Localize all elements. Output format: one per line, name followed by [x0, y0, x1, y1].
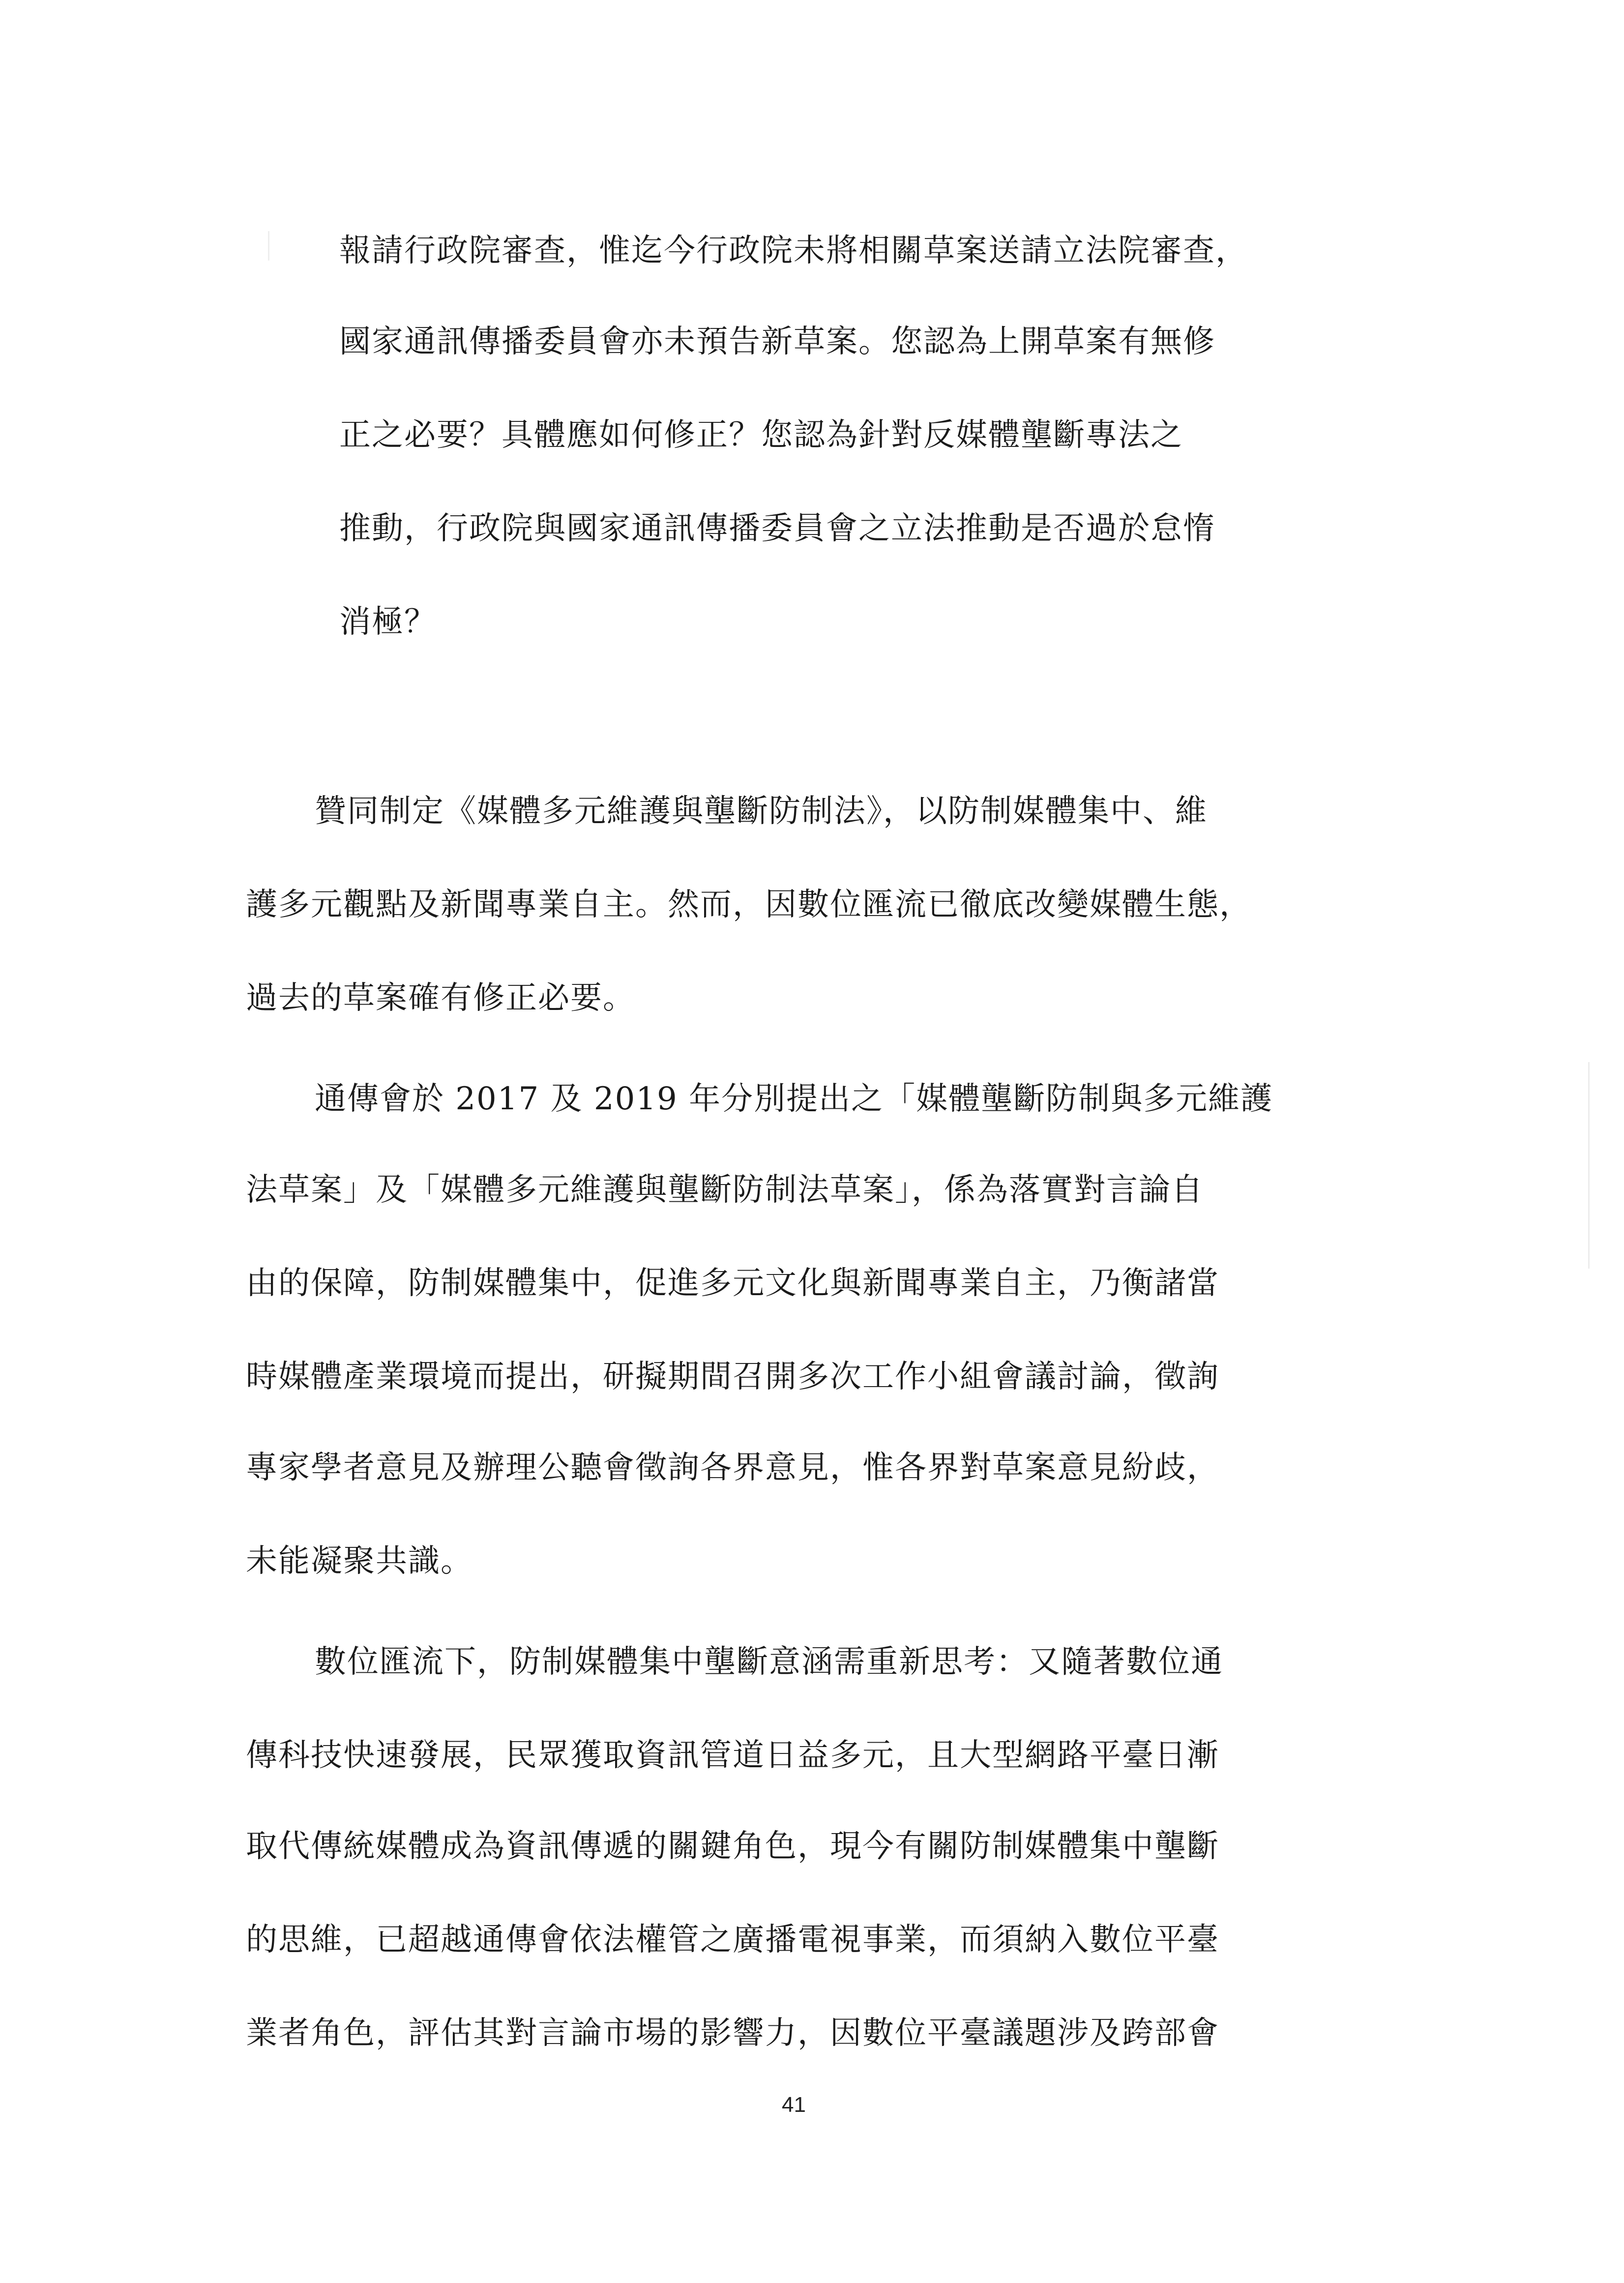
paragraph-line: 的思維，已超越通傳會依法權管之廣播電視事業，而須納入數位平臺 [246, 1922, 1219, 1958]
paragraph-line: 過去的草案確有修正必要。 [246, 980, 635, 1016]
paragraph-line: 時媒體產業環境而提出，研擬期間召開多次工作小組會議討論，徵詢 [246, 1359, 1219, 1395]
scan-artifact [1588, 1062, 1590, 1269]
paragraph-line: 未能凝聚共識。 [246, 1543, 473, 1579]
question-line: 國家通訊傳播委員會亦未預告新草案。您認為上開草案有無修 [339, 324, 1215, 360]
scan-artifact [268, 231, 269, 261]
paragraph-line: 贊同制定《媒體多元維護與壟斷防制法》，以防制媒體集中、維 [315, 793, 1208, 830]
paragraph-line: 法草案」及「媒體多元維護與壟斷防制法草案」，係為落實對言論自 [246, 1172, 1204, 1208]
question-line: 消極？ [339, 604, 437, 640]
paragraph-line: 護多元觀點及新聞專業自主。然而，因數位匯流已徹底改變媒體生態， [246, 887, 1252, 923]
paragraph-line: 數位匯流下，防制媒體集中壟斷意涵需重新思考：又隨著數位通 [315, 1644, 1223, 1680]
paragraph-line: 由的保障，防制媒體集中，促進多元文化與新聞專業自主，乃衡諸當 [246, 1265, 1219, 1302]
question-line: 正之必要？具體應如何修正？您認為針對反媒體壟斷專法之 [339, 417, 1183, 453]
question-line: 推動，行政院與國家通訊傳播委員會之立法推動是否過於怠惰 [339, 510, 1215, 547]
page-number: 41 [782, 2093, 806, 2117]
paragraph-line: 通傳會於 2017 及 2019 年分別提出之「媒體壟斷防制與多元維護 [315, 1081, 1273, 1117]
paragraph-line: 業者角色，評估其對言論市場的影響力，因數位平臺議題涉及跨部會 [246, 2015, 1219, 2051]
paragraph-line: 取代傳統媒體成為資訊傳遞的關鍵角色，現今有關防制媒體集中壟斷 [246, 1828, 1219, 1865]
paragraph-line: 傳科技快速發展，民眾獲取資訊管道日益多元，且大型網路平臺日漸 [246, 1737, 1219, 1774]
paragraph-line: 專家學者意見及辦理公聽會徵詢各界意見，惟各界對草案意見紛歧， [246, 1450, 1219, 1486]
question-line: 報請行政院審查，惟迄今行政院未將相關草案送請立法院審查， [339, 233, 1248, 269]
